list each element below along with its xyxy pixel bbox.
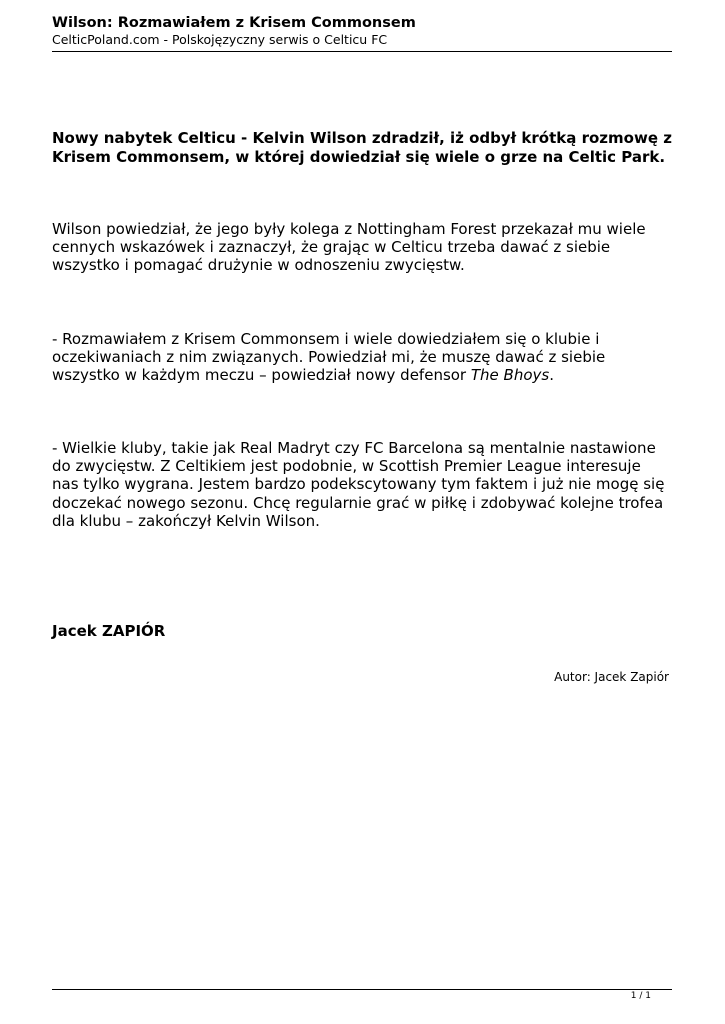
article-signature: Jacek ZAPIÓR [52, 622, 166, 640]
header-divider [52, 51, 672, 52]
page-number: 1 / 1 [630, 991, 651, 1001]
site-subtitle: CelticPoland.com - Polskojęzyczny serwis o Celticu FC [52, 32, 388, 47]
document-title: Wilson: Rozmawiałem z Krisem Commonsem [52, 15, 416, 31]
article-lead: Nowy nabytek Celticu - Kelvin Wilson zdradził, iż odbył krótką rozmowę z Krisem Commonsem, w której dowiedział się wiele o grze na Celtic Park. [52, 129, 672, 166]
paragraph-2-end: . [549, 366, 554, 385]
document-header [52, 14, 672, 48]
article-paragraph-2 [52, 330, 672, 385]
article-paragraph-1: Wilson powiedział, że jego były kolega z Nottingham Forest przekazał mu wiele cennych wskazówek i zaznaczył, że grając w Celticu trzeba dawać z siebie wszystko i pomagać drużynie w odnoszeniu zwycięstw. [52, 220, 646, 275]
footer-divider [52, 989, 672, 990]
article-paragraph-3: - Wielkie kluby, takie jak Real Madryt czy FC Barcelona są mentalnie nastawione do zwycięstw. Z Celtikiem jest podobnie, w Scottish Premier League interesuje nas tylko wygrana. Jestem bardzo podekscytowany tym faktem i już nie mogę się doczekać nowego sezonu. Chcę regularnie grać w piłkę i zdobywać kolejne trofea dla klubu – zakończył Kelvin Wilson. [52, 439, 665, 530]
author-line: Autor: Jacek Zapiór [554, 670, 669, 684]
paragraph-2-text: - Rozmawiałem z Krisem Commonsem i wiele dowiedziałem się o klubie i oczekiwaniach z nim związanych. Powiedział mi, że muszę dawać z siebie wszystko w każdym meczu – powiedział nowy defensor [52, 330, 606, 385]
team-nickname: The Bhoys [470, 366, 550, 385]
